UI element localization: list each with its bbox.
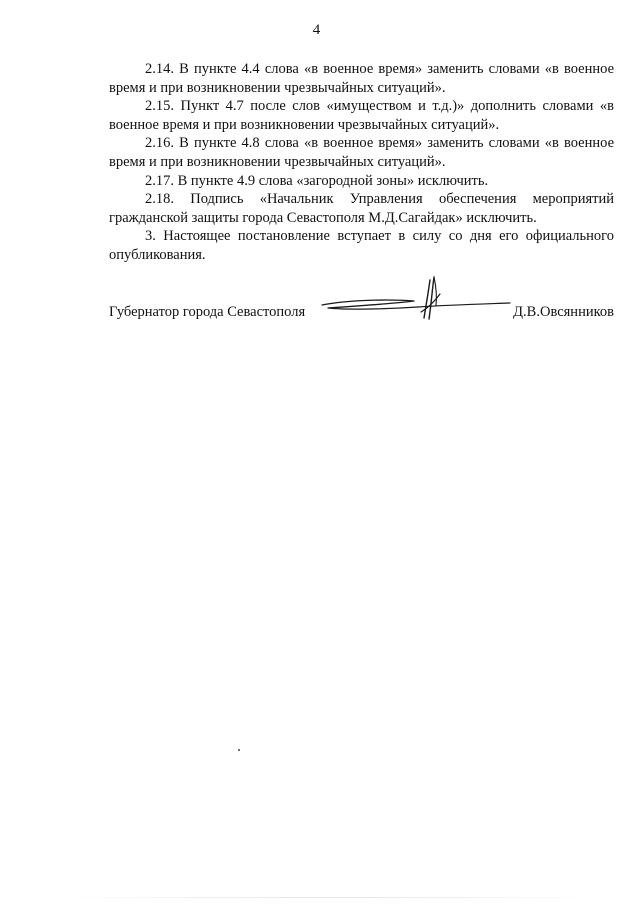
signature-loop-stroke — [322, 300, 418, 309]
signature-vertical-stroke-1 — [424, 280, 430, 318]
signer-name: Д.В.Овсянников — [513, 304, 614, 320]
scan-speck — [238, 749, 240, 751]
scan-edge — [60, 897, 600, 898]
signer-title: Губернатор города Севастополя — [109, 304, 306, 320]
paragraph-2-18: 2.18. Подпись «Начальник Управления обеспечения мероприятий гражданской защиты города Севастополя М.Д.Сагайдак» исключить. — [109, 191, 614, 226]
document-body — [109, 60, 614, 265]
paragraph-3: 3. Настоящее постановление вступает в силу со дня его официального опубликования. — [109, 228, 614, 263]
paragraph-2-16: 2.16. В пункте 4.8 слова «в военное время» заменить словами «в военное время и при возникновении чрезвычайных ситуаций». — [109, 135, 614, 170]
paragraph-2-14: 2.14. В пункте 4.4 слова «в военное время» заменить словами «в военное время и при возникновении чрезвычайных ситуаций». — [109, 61, 614, 96]
page-number: 4 — [312, 22, 321, 38]
paragraph-2-15: 2.15. Пункт 4.7 после слов «имуществом и т.д.)» дополнить словами «в военное время и при возникновении чрезвычайных ситуаций». — [109, 98, 614, 133]
handwritten-signature — [318, 272, 513, 324]
paragraph-2-17: 2.17. В пункте 4.9 слова «загородной зоны» исключить. — [145, 172, 489, 189]
